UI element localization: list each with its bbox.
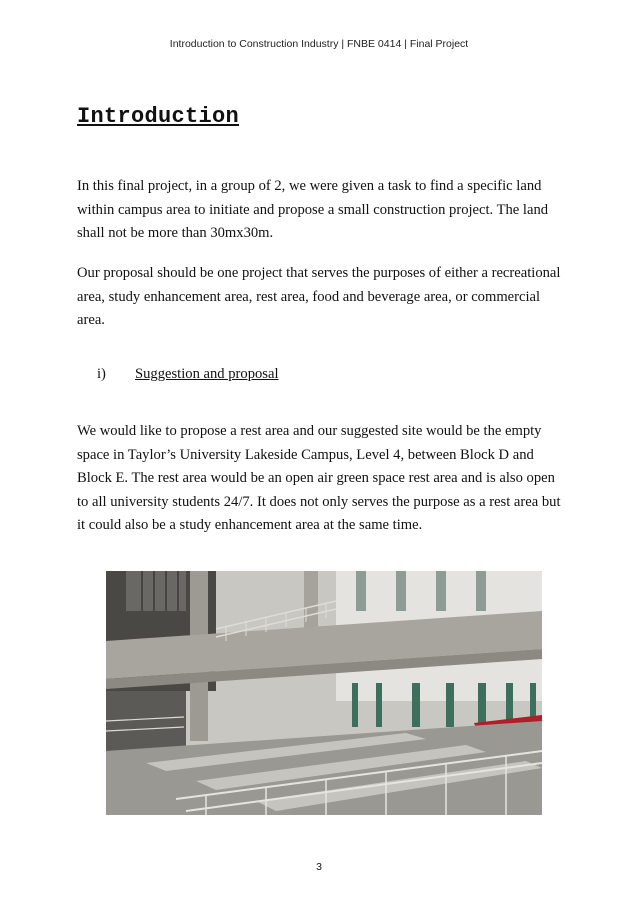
page-number: 3 — [316, 861, 322, 873]
site-photo-illustration — [106, 571, 542, 815]
subheading-number: i) — [97, 366, 106, 382]
paragraph-rest-area-proposal: We would like to propose a rest area and our suggested site would be the empty space in Taylor’s University Lakeside Campus, Level 4, between Block D and Block E. The rest area would be an open air green space rest area and is also open to all university students 24/7. It does not only serves the purpose as a rest area but it could also be a study enhancement area at the same time. — [77, 423, 561, 533]
site-photo — [106, 571, 542, 815]
paragraph-intro-task: In this final project, in a group of 2, we were given a task to find a specific land within campus area to initiate and propose a small construction project. The land shall not be more than 30mx30m. — [77, 178, 549, 241]
subheading-text: Suggestion and proposal — [135, 366, 279, 382]
subheading-suggestion — [97, 366, 279, 383]
page-header: Introduction to Construction Industry | FNBE 0414 | Final Project — [169, 38, 469, 50]
section-title: Introduction — [77, 104, 240, 129]
paragraph-proposal-purposes: Our proposal should be one project that serves the purposes of either a recreational area, study enhancement area, rest area, food and beverage area, or commercial area. — [77, 265, 561, 328]
